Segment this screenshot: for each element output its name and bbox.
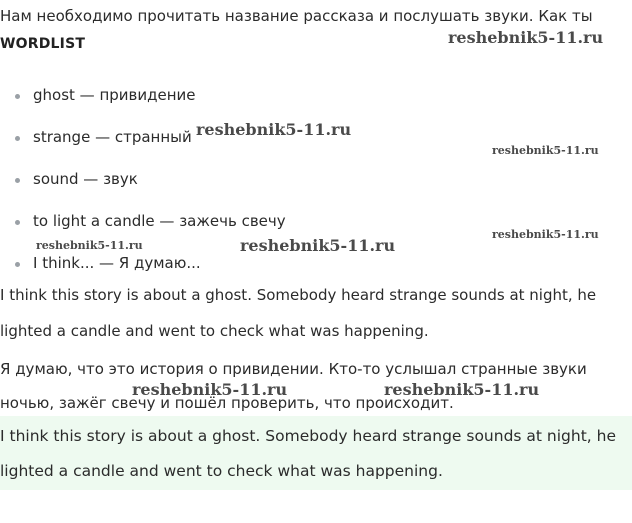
intro-text: Нам необходимо прочитать название рассказа и послушать звуки. Как ты xyxy=(0,7,593,25)
answer-text: I think this story is about a ghost. Somebody heard strange sounds at night, he lighted a candle and went to check what was happening. xyxy=(0,427,617,480)
wordlist-item xyxy=(33,253,201,273)
wordlist-item-label: sound — звук xyxy=(33,170,138,188)
wordlist-title: WORDLIST xyxy=(0,36,86,52)
bullet-icon xyxy=(15,178,20,183)
bullet-icon xyxy=(15,220,20,225)
bullet-icon xyxy=(15,136,20,141)
watermark: reshebnik5-11.ru xyxy=(196,120,352,139)
bullet-icon xyxy=(15,262,20,267)
wordlist-item-label: I think... — Я думаю... xyxy=(33,254,201,272)
watermark: reshebnik5-11.ru xyxy=(36,239,143,252)
wordlist-item-label: strange — странный xyxy=(33,128,192,146)
watermark: reshebnik5-11.ru xyxy=(240,236,396,255)
bullet-icon xyxy=(15,94,20,99)
watermark: reshebnik5-11.ru xyxy=(132,380,288,399)
paragraph-english: I think this story is about a ghost. Somebody heard strange sounds at night, he lighted a candle and went to check what was happening. xyxy=(0,286,597,340)
wordlist-item xyxy=(33,169,138,189)
watermark: reshebnik5-11.ru xyxy=(492,144,599,157)
watermark: reshebnik5-11.ru xyxy=(448,28,604,47)
wordlist-item xyxy=(33,127,192,147)
watermark: reshebnik5-11.ru xyxy=(492,228,599,241)
wordlist-item xyxy=(33,85,196,105)
wordlist-item xyxy=(33,211,286,231)
paragraph-russian: Я думаю, что это история о привидении. Кто-то услышал странные звуки ночью, зажёг свечу и пошёл проверить, что происходит. xyxy=(0,360,587,412)
wordlist-item-label: ghost — привидение xyxy=(33,86,196,104)
wordlist-item-label: to light a candle — зажечь свечу xyxy=(33,212,286,230)
watermark: reshebnik5-11.ru xyxy=(384,380,540,399)
